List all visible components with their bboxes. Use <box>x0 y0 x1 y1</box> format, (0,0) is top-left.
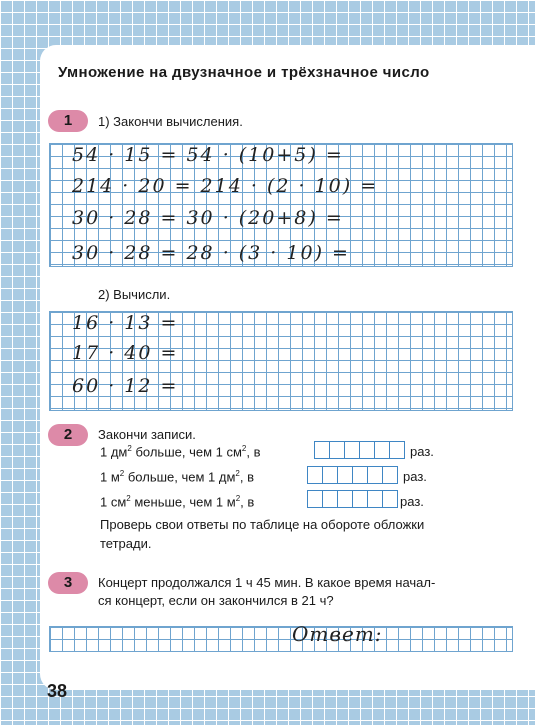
task-2-badge: 2 <box>48 424 88 446</box>
compute-row-1: 16 · 13 = <box>72 312 179 334</box>
page-title: Умножение на двузначное и трёхзначное число <box>58 64 430 81</box>
line-1-suffix: раз. <box>410 444 434 459</box>
task-3-text: Концерт продолжался 1 ч 45 мин. В какое время начал- <box>98 575 436 590</box>
task-2-check: Проверь свои ответы по таблице на обороте обложки <box>100 517 425 532</box>
line-2-suffix: раз. <box>403 469 427 484</box>
task-1-badge: 1 <box>48 110 88 132</box>
answer-boxes-3[interactable] <box>307 490 398 508</box>
task-2-intro: Закончи записи. <box>98 427 196 442</box>
line-3-suffix: раз. <box>400 494 424 509</box>
calc-row-2: 214 · 20 = 214 · (2 · 10) = <box>72 175 379 197</box>
task-1-part1-label: 1) Закончи вычисления. <box>98 114 243 129</box>
answer-grid[interactable] <box>49 626 513 652</box>
task-2-line-1: 1 $дм^2$ больше, чем 1 $см^2$, в <box>100 444 261 460</box>
compute-row-3: 60 · 12 = <box>72 375 179 397</box>
calc-row-3: 30 · 28 = 30 · (20+8) = <box>72 207 344 229</box>
task-1-part2-label: 2) Вычисли. <box>98 287 171 302</box>
task-2-line-2: 1 $м^2$ больше, чем 1 $дм^2$, в <box>100 469 255 485</box>
answer-boxes-2[interactable] <box>307 466 398 484</box>
page-number: 38 <box>47 681 68 701</box>
task-3-badge: 3 <box>48 572 88 594</box>
task-2-line-3: 1 $см^2$ меньше, чем 1 $м^2$, в <box>100 494 255 510</box>
compute-row-2: 17 · 40 = <box>72 342 179 364</box>
calc-row-4: 30 · 28 = 28 · (3 · 10) = <box>72 242 350 264</box>
task-3-text-cont: ся концерт, если он закончился в 21 ч? <box>98 593 334 608</box>
task-2-check-cont: тетради. <box>100 536 152 551</box>
calc-row-1: 54 · 15 = 54 · (10+5) = <box>72 144 344 166</box>
answer-boxes-1[interactable] <box>314 441 405 459</box>
answer-label: Ответ: <box>292 622 383 646</box>
